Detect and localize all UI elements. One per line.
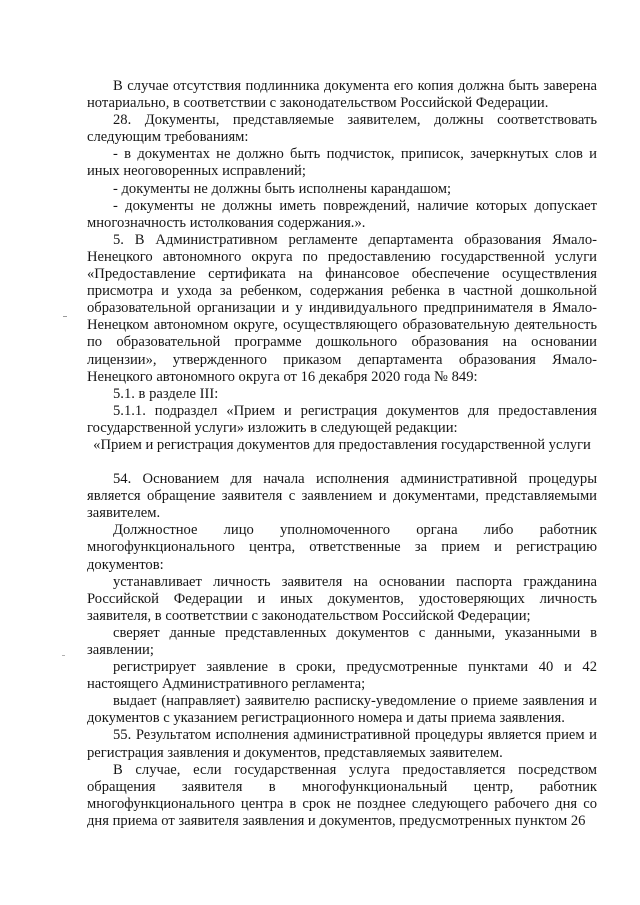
paragraph: В случае, если государственная услуга предоставляется посредством обращения заявителя в многофункциональный центр, работник многофункционального центра в срок не позднее следующего рабочего дня со дня приема от заявителя заявления и документов, предусмотренных пунктом 26 [87, 761, 597, 829]
paragraph: сверяет данные представленных документов с данными, указанными в заявлении; [87, 624, 597, 658]
section-heading: «Прием и регистрация документов для предоставления государственной услуги [93, 436, 591, 453]
paragraph: устанавливает личность заявителя на основании паспорта гражданина Российской Федерации и иных документов, удостоверяющих личность заявителя, в соответствии с законодательством Российской Федерации; [87, 573, 597, 624]
paragraph: 55. Результатом исполнения административной процедуры является прием и регистрация заявления и документов, представляемых заявителем. [87, 727, 597, 761]
paragraph: В случае отсутствия подлинника документа его копия должна быть заверена нотариально, в соответствии с законодательством Российской Федерации. [87, 78, 597, 112]
scan-mark [63, 316, 67, 317]
paragraph: 5.1. в разделе III: [113, 385, 219, 402]
paragraph: 54. Основанием для начала исполнения административной процедуры является обращение заявителя с заявлением и документами, представляемыми заявителем. [87, 471, 597, 522]
document-body [87, 78, 597, 830]
paragraph: 28. Документы, представляемые заявителем, должны соответствовать следующим требованиям: [87, 112, 597, 146]
paragraph: Должностное лицо уполномоченного органа либо работник многофункционального центра, ответственные за прием и регистрацию документов: [87, 522, 597, 573]
paragraph: - в документах не должно быть подчисток, приписок, зачеркнутых слов и иных неоговоренных исправлений; [87, 146, 597, 180]
paragraph: 5.1.1. подраздел «Прием и регистрация документов для предоставления государственной услуги» изложить в следующей редакции: [87, 402, 597, 436]
scan-mark [62, 655, 65, 656]
paragraph: выдает (направляет) заявителю расписку-уведомление о приеме заявления и документов с указанием регистрационного номера и даты приема заявления. [87, 693, 597, 727]
paragraph: - документы не должны быть исполнены карандашом; [113, 180, 451, 197]
paragraph: регистрирует заявление в сроки, предусмотренные пунктами 40 и 42 настоящего Административного регламента; [87, 659, 597, 693]
paragraph: 5. В Административном регламенте департамента образования Ямало-Ненецкого автономного округа по предоставлению государственной услуги «Предоставление сертификата на финансовое обеспечение осуществления присмотра и ухода за ребенком, содержания ребенка в частной дошкольной образовательной организации и у индивидуального предпринимателя в Ямало-Ненецком автономном округе, осуществляющего образовательную деятельность по образовательной программе дошкольного образования на основании лицензии», утвержденного приказом департамента образования Ямало-Ненецкого автономного округа от 16 декабря 2020 года № 849: [87, 231, 597, 385]
paragraph: - документы не должны иметь повреждений, наличие которых допускает многозначность истолкования содержания.». [87, 197, 597, 231]
